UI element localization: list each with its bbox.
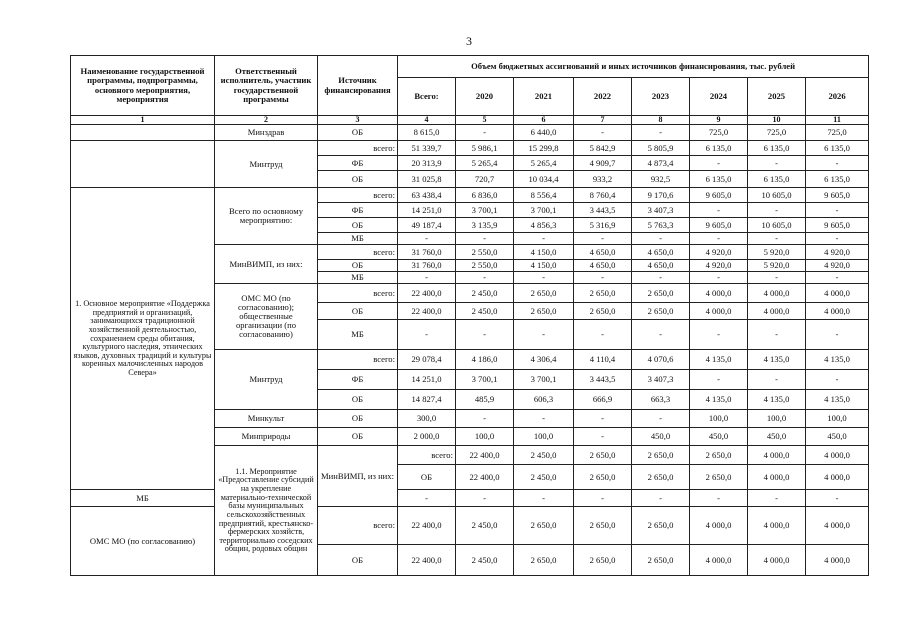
value-cell: 4 000,0 [806, 507, 869, 545]
value-cell: 4 000,0 [690, 545, 748, 576]
value-cell: 450,0 [690, 428, 748, 446]
value-cell: 4 920,0 [806, 245, 869, 260]
value-cell: 31 760,0 [398, 245, 456, 260]
value-cell: 2 650,0 [514, 545, 574, 576]
value-cell: 2 650,0 [514, 507, 574, 545]
col-num: 6 [514, 116, 574, 125]
value-cell: 22 400,0 [398, 545, 456, 576]
value-cell: 2 450,0 [456, 507, 514, 545]
value-cell: - [456, 272, 514, 284]
value-cell: 485,9 [456, 390, 514, 410]
executor-oms: ОМС МО (по согласованию); общественные организации (по согласованию) [215, 284, 318, 350]
value-cell: 3 700,1 [514, 370, 574, 390]
budget-table [70, 55, 869, 576]
value-cell: 663,3 [632, 390, 690, 410]
value-cell: 4 650,0 [574, 260, 632, 272]
value-cell: 3 700,1 [456, 370, 514, 390]
value-cell: 4 920,0 [690, 245, 748, 260]
value-cell: 6 135,0 [806, 171, 869, 188]
value-cell: - [690, 156, 748, 171]
value-cell: - [398, 320, 456, 350]
value-cell: 5 920,0 [748, 245, 806, 260]
value-cell: 4 000,0 [690, 284, 748, 303]
value-cell: - [748, 490, 806, 507]
value-cell: - [456, 490, 514, 507]
value-cell: 8 760,4 [574, 188, 632, 203]
value-cell: - [690, 370, 748, 390]
col-num: 9 [690, 116, 748, 125]
value-cell: 720,7 [456, 171, 514, 188]
section-1-1-name: 1.1. Мероприятие «Предоставление субсидий на укрепление материально-технической базы муниципальных сельскохозяйственных предприятий, крестьянско-фермерских хозяйств, территориально соседских общин, родовых общин [215, 446, 318, 576]
value-cell: 2 650,0 [574, 284, 632, 303]
value-cell: - [690, 320, 748, 350]
value-cell: 100,0 [806, 410, 869, 428]
value-cell: 2 000,0 [398, 428, 456, 446]
value-cell: 100,0 [456, 428, 514, 446]
value-cell: 3 700,1 [456, 203, 514, 218]
value-cell: 5 265,4 [514, 156, 574, 171]
value-cell: - [748, 203, 806, 218]
col-num: 5 [456, 116, 514, 125]
value-cell: 22 400,0 [398, 303, 456, 320]
col-num: 1 [71, 116, 215, 125]
header-year: 2021 [514, 78, 574, 116]
value-cell: 4 135,0 [748, 390, 806, 410]
header-year: 2023 [632, 78, 690, 116]
value-cell: - [748, 233, 806, 245]
value-cell: 2 650,0 [690, 446, 748, 465]
value-cell: 2 650,0 [514, 284, 574, 303]
value-cell: 9 605,0 [806, 218, 869, 233]
value-cell: - [690, 490, 748, 507]
value-cell: 5 805,9 [632, 141, 690, 156]
executor-minprirody: Минприроды [215, 428, 318, 446]
value-cell: - [574, 125, 632, 141]
executor-total-main: Всего по основному мероприятию: [215, 188, 318, 245]
value-cell: 6 135,0 [690, 171, 748, 188]
section-1-name: 1. Основное мероприятие «Поддержка предприятий и организаций, занимающихся традиционной хозяйственной деятельностью, сохранением среды обитания, культурного наследия, этнических языков, духовных традиций и культуры коренных малочисленных народов Севера» [71, 188, 215, 490]
value-cell: 2 450,0 [514, 446, 574, 465]
value-cell: 31 025,8 [398, 171, 456, 188]
source-cell: всего: [318, 507, 398, 545]
value-cell: 4 306,4 [514, 350, 574, 370]
value-cell: 8 556,4 [514, 188, 574, 203]
executor-mintrud-2: Минтруд [215, 350, 318, 410]
value-cell: 666,9 [574, 390, 632, 410]
executor-minvimp-2: МинВИМП, из них: [318, 446, 398, 507]
value-cell: 2 650,0 [632, 446, 690, 465]
header-year: Всего: [398, 78, 456, 116]
value-cell: - [806, 233, 869, 245]
value-cell: 4 000,0 [748, 465, 806, 490]
source-cell: ОБ [318, 390, 398, 410]
header-volume: Объем бюджетных ассигнований и иных источников финансирования, тыс. рублей [398, 56, 869, 78]
value-cell: 4 000,0 [806, 303, 869, 320]
header-year: 2020 [456, 78, 514, 116]
value-cell: 606,3 [514, 390, 574, 410]
value-cell: 6 135,0 [806, 141, 869, 156]
value-cell: 725,0 [690, 125, 748, 141]
value-cell: - [574, 272, 632, 284]
value-cell: 4 000,0 [690, 507, 748, 545]
col-num: 4 [398, 116, 456, 125]
value-cell: - [574, 410, 632, 428]
value-cell: - [690, 272, 748, 284]
source-cell: всего: [398, 446, 456, 465]
value-cell: 14 827,4 [398, 390, 456, 410]
value-cell: 4 135,0 [806, 390, 869, 410]
value-cell: 3 443,5 [574, 203, 632, 218]
value-cell: 4 000,0 [690, 303, 748, 320]
value-cell: - [690, 233, 748, 245]
value-cell: 4 110,4 [574, 350, 632, 370]
value-cell: - [574, 233, 632, 245]
value-cell: 5 986,1 [456, 141, 514, 156]
source-cell: всего: [318, 350, 398, 370]
header-year: 2026 [806, 78, 869, 116]
source-cell: ФБ [318, 370, 398, 390]
value-cell: 2 650,0 [574, 303, 632, 320]
value-cell: 2 650,0 [574, 545, 632, 576]
value-cell: 4 856,3 [514, 218, 574, 233]
value-cell: - [806, 370, 869, 390]
value-cell: 4 135,0 [690, 350, 748, 370]
header-year: 2025 [748, 78, 806, 116]
value-cell: 300,0 [398, 410, 456, 428]
value-cell: 725,0 [806, 125, 869, 141]
source-cell: МБ [318, 320, 398, 350]
value-cell: 3 135,9 [456, 218, 514, 233]
value-cell: 4 000,0 [748, 284, 806, 303]
value-cell: 2 450,0 [514, 465, 574, 490]
value-cell: - [806, 272, 869, 284]
source-cell: всего: [318, 284, 398, 303]
value-cell: - [806, 203, 869, 218]
value-cell: 4 000,0 [806, 446, 869, 465]
value-cell: - [806, 156, 869, 171]
source-cell: всего: [318, 245, 398, 260]
value-cell: - [514, 272, 574, 284]
value-cell: - [574, 320, 632, 350]
value-cell: 4 070,6 [632, 350, 690, 370]
source-cell: ФБ [318, 156, 398, 171]
value-cell: 4 135,0 [690, 390, 748, 410]
source-cell: ОБ [318, 260, 398, 272]
executor-oms-2: ОМС МО (по согласованию) [71, 507, 215, 576]
value-cell: - [514, 320, 574, 350]
value-cell: 6 135,0 [748, 171, 806, 188]
value-cell: - [690, 203, 748, 218]
value-cell: 3 407,3 [632, 203, 690, 218]
value-cell: 100,0 [690, 410, 748, 428]
value-cell: 6 135,0 [748, 141, 806, 156]
executor-mintrud: Минтруд [215, 141, 318, 188]
value-cell: 10 605,0 [748, 188, 806, 203]
value-cell: - [456, 410, 514, 428]
value-cell: 4 000,0 [806, 284, 869, 303]
value-cell: 22 400,0 [456, 465, 514, 490]
source-cell: ОБ [398, 465, 456, 490]
value-cell: 4 000,0 [748, 446, 806, 465]
value-cell: 4 909,7 [574, 156, 632, 171]
value-cell: 22 400,0 [398, 284, 456, 303]
value-cell: 4 920,0 [806, 260, 869, 272]
source-cell: всего: [318, 188, 398, 203]
column-number-row [71, 116, 869, 125]
value-cell: 450,0 [632, 428, 690, 446]
value-cell: 9 605,0 [806, 188, 869, 203]
source-cell: МБ [71, 490, 215, 507]
value-cell: 4 920,0 [690, 260, 748, 272]
value-cell: 4 000,0 [806, 465, 869, 490]
value-cell: 4 000,0 [748, 545, 806, 576]
value-cell: 20 313,9 [398, 156, 456, 171]
value-cell: - [632, 233, 690, 245]
source-cell: ОБ [318, 428, 398, 446]
value-cell: 3 443,5 [574, 370, 632, 390]
source-cell: ОБ [318, 171, 398, 188]
header-name: Наименование государственной программы, подпрограммы, основного мероприятия, мероприятия [71, 56, 215, 116]
source-cell: МБ [318, 233, 398, 245]
source-cell: ОБ [318, 545, 398, 576]
col-num: 2 [215, 116, 318, 125]
value-cell: - [514, 490, 574, 507]
value-cell: 5 763,3 [632, 218, 690, 233]
value-cell: 22 400,0 [456, 446, 514, 465]
value-cell: 51 339,7 [398, 141, 456, 156]
value-cell: 2 650,0 [574, 446, 632, 465]
value-cell: 14 251,0 [398, 203, 456, 218]
value-cell: 450,0 [748, 428, 806, 446]
col-num: 3 [318, 116, 398, 125]
value-cell: 2 450,0 [456, 545, 514, 576]
value-cell: 9 605,0 [690, 188, 748, 203]
value-cell: 5 265,4 [456, 156, 514, 171]
col-num: 7 [574, 116, 632, 125]
value-cell: 6 440,0 [514, 125, 574, 141]
value-cell: 4 186,0 [456, 350, 514, 370]
value-cell: 725,0 [748, 125, 806, 141]
header-year: 2024 [690, 78, 748, 116]
value-cell: 10 605,0 [748, 218, 806, 233]
executor-minkult: Минкульт [215, 410, 318, 428]
value-cell: 5 842,9 [574, 141, 632, 156]
source-cell: ФБ [318, 203, 398, 218]
value-cell: 4 150,0 [514, 260, 574, 272]
source-cell: всего: [318, 141, 398, 156]
value-cell: 10 034,4 [514, 171, 574, 188]
value-cell: - [514, 233, 574, 245]
value-cell: - [748, 156, 806, 171]
value-cell: 2 650,0 [632, 545, 690, 576]
source-cell: ОБ [318, 125, 398, 141]
value-cell: 100,0 [514, 428, 574, 446]
value-cell: - [398, 272, 456, 284]
value-cell: 4 000,0 [748, 507, 806, 545]
value-cell: 4 650,0 [632, 260, 690, 272]
value-cell: 932,5 [632, 171, 690, 188]
value-cell: 933,2 [574, 171, 632, 188]
source-cell: ОБ [318, 218, 398, 233]
value-cell: 2 650,0 [632, 465, 690, 490]
value-cell: - [574, 428, 632, 446]
executor-minvimp: МинВИМП, из них: [215, 245, 318, 284]
value-cell: 2 450,0 [456, 303, 514, 320]
value-cell: 8 615,0 [398, 125, 456, 141]
value-cell: 4 873,4 [632, 156, 690, 171]
value-cell: - [806, 320, 869, 350]
value-cell: 4 000,0 [748, 303, 806, 320]
value-cell: - [806, 490, 869, 507]
value-cell: 2 550,0 [456, 260, 514, 272]
value-cell: - [632, 125, 690, 141]
value-cell: - [398, 233, 456, 245]
value-cell: 3 407,3 [632, 370, 690, 390]
value-cell: - [748, 320, 806, 350]
header-year: 2022 [574, 78, 632, 116]
header-source: Источник финансирования [318, 56, 398, 116]
value-cell: 2 650,0 [690, 465, 748, 490]
value-cell: 4 650,0 [632, 245, 690, 260]
value-cell: - [632, 320, 690, 350]
value-cell: 2 550,0 [456, 245, 514, 260]
value-cell: 22 400,0 [398, 507, 456, 545]
value-cell: - [514, 410, 574, 428]
value-cell: 2 450,0 [456, 284, 514, 303]
value-cell: - [574, 490, 632, 507]
value-cell: 9 605,0 [690, 218, 748, 233]
header-responsible: Ответственный исполнитель, участник государственной программы [215, 56, 318, 116]
page-number: 3 [466, 34, 472, 48]
value-cell: 29 078,4 [398, 350, 456, 370]
executor-minzdrav: Минздрав [215, 125, 318, 141]
value-cell: - [632, 490, 690, 507]
value-cell: - [398, 490, 456, 507]
col-num: 8 [632, 116, 690, 125]
value-cell: 4 650,0 [574, 245, 632, 260]
value-cell: 49 187,4 [398, 218, 456, 233]
value-cell: 2 650,0 [632, 303, 690, 320]
value-cell: - [632, 272, 690, 284]
value-cell: 2 650,0 [514, 303, 574, 320]
value-cell: 6 135,0 [690, 141, 748, 156]
value-cell: 4 000,0 [806, 545, 869, 576]
value-cell: 4 150,0 [514, 245, 574, 260]
value-cell: 15 299,8 [514, 141, 574, 156]
value-cell: - [632, 410, 690, 428]
value-cell: 2 650,0 [574, 465, 632, 490]
col-num: 11 [806, 116, 869, 125]
value-cell: 2 650,0 [574, 507, 632, 545]
value-cell: 3 700,1 [514, 203, 574, 218]
value-cell: 450,0 [806, 428, 869, 446]
value-cell: - [456, 125, 514, 141]
value-cell: 6 836,0 [456, 188, 514, 203]
value-cell: 100,0 [748, 410, 806, 428]
value-cell: 4 135,0 [806, 350, 869, 370]
value-cell: 2 650,0 [632, 284, 690, 303]
value-cell: - [456, 320, 514, 350]
col-num: 10 [748, 116, 806, 125]
value-cell: 4 135,0 [748, 350, 806, 370]
value-cell: - [748, 370, 806, 390]
source-cell: МБ [318, 272, 398, 284]
value-cell: 2 650,0 [632, 507, 690, 545]
value-cell: 9 170,6 [632, 188, 690, 203]
value-cell: 31 760,0 [398, 260, 456, 272]
value-cell: - [456, 233, 514, 245]
value-cell: 63 438,4 [398, 188, 456, 203]
value-cell: 5 920,0 [748, 260, 806, 272]
value-cell: - [748, 272, 806, 284]
source-cell: ОБ [318, 303, 398, 320]
value-cell: 5 316,9 [574, 218, 632, 233]
source-cell: ОБ [318, 410, 398, 428]
value-cell: 14 251,0 [398, 370, 456, 390]
